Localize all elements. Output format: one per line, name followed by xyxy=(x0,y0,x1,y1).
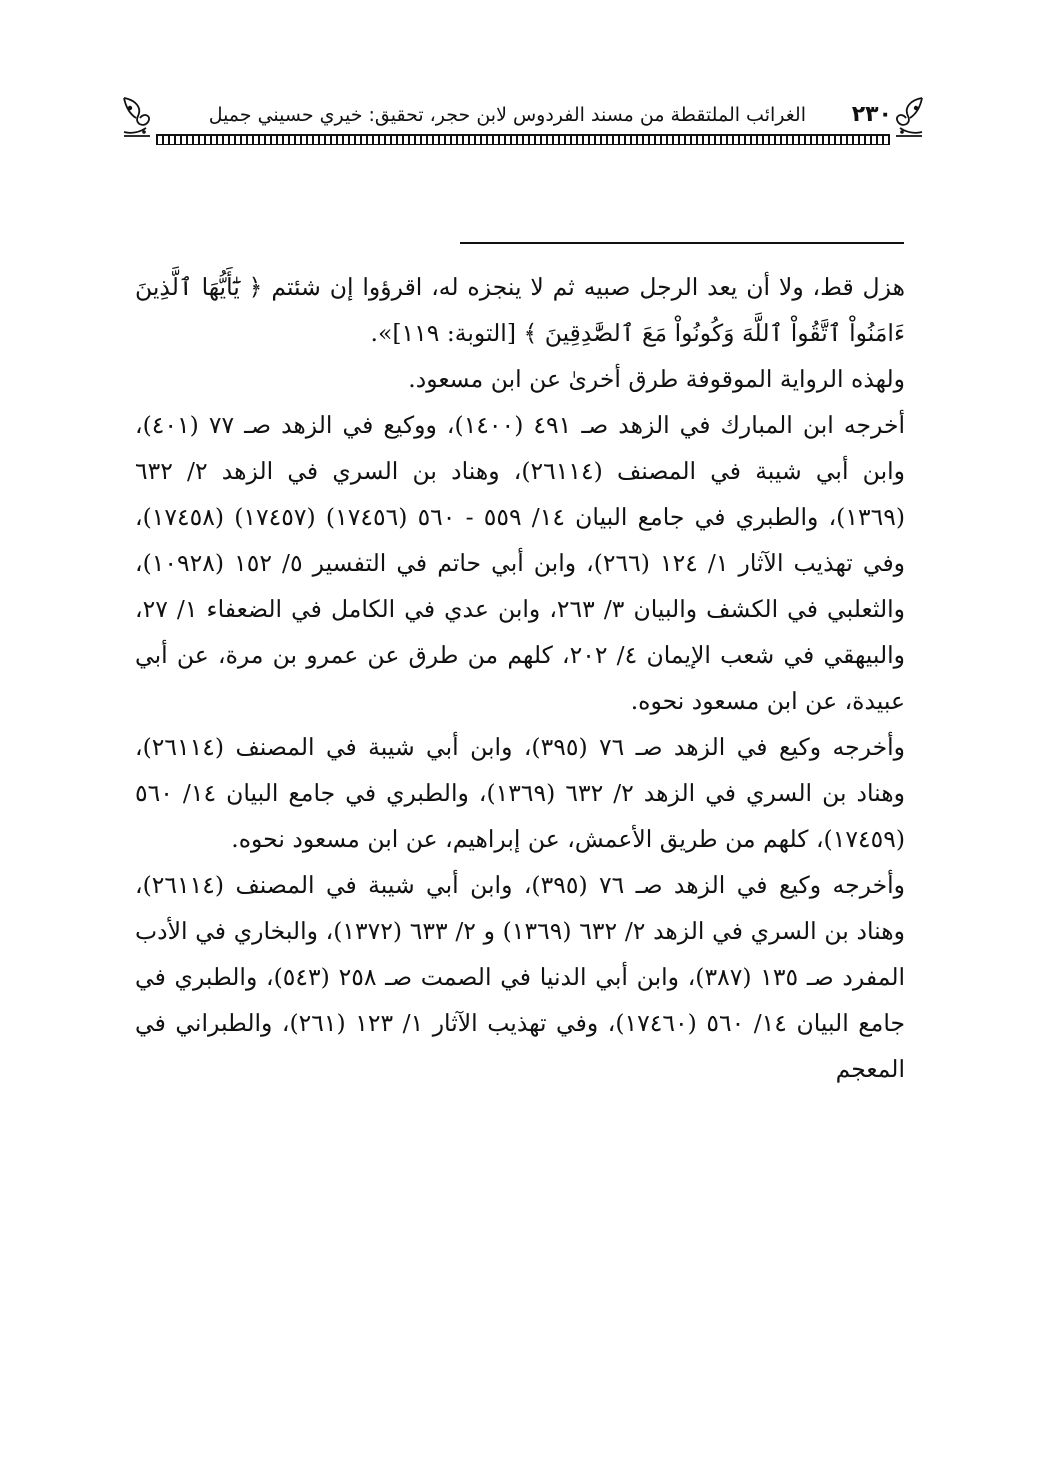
footnote-text xyxy=(135,264,905,1092)
footnote-separator xyxy=(460,242,904,244)
page-number: ٢٣٠ xyxy=(851,102,892,127)
header-decorative-rule xyxy=(156,134,890,145)
paragraph-takhrij-1: أخرجه ابن المبارك في الزهد صـ ٤٩١ (١٤٠٠)، ووكيع في الزهد صـ ٧٧ (٤٠١)، وابن أبي شيبة في المصنف (٢٦١١٤)، وهناد بن السري في الزهد ٢/ ٦٣٢ (١٣٦٩)، والطبري في جامع البيان ١٤/ ٥٥٩ - ٥٦٠ (١٧٤٥٦) (١٧٤٥٧) (١٧٤٥٨)، وفي تهذيب الآثار ١/ ١٢٤ (٢٦٦)، وابن أبي حاتم في التفسير ٥/ ١٥٢ (١٠٩٢٨)، والثعلبي في الكشف والبيان ٣/ ٢٦٣، وابن عدي في الكامل في الضعفاء ١/ ٢٧، والبيهقي في شعب الإيمان ٤/ ٢٠٢، كلهم من طرق عن عمرو بن مرة، عن أبي عبيدة، عن ابن مسعود نحوه. xyxy=(135,411,906,715)
paragraph-hadith-end: هزل قط، ولا أن يعد الرجل صبيه ثم لا ينجزه له، اقرؤوا إن شئتم ﴿ يَٰٓأَيُّهَا ٱلَّذِينَ ءَامَنُواْ ٱتَّقُواْ ٱللَّهَ وَكُونُواْ مَعَ ٱلصَّٰدِقِينَ ﴾ [التوبة: ١١٩]». xyxy=(135,273,905,347)
paragraph-takhrij-2: وأخرجه وكيع في الزهد صـ ٧٦ (٣٩٥)، وابن أبي شيبة في المصنف (٢٦١١٤)، وهناد بن السري في الزهد ٢/ ٦٣٢ (١٣٦٩)، والطبري في جامع البيان ١٤/ ٥٦٠ (١٧٤٥٩)، كلهم من طريق الأعمش، عن إبراهيم، عن ابن مسعود نحوه. xyxy=(135,733,906,853)
running-title: الغرائب الملتقطة من مسند الفردوس لابن حجر، تحقيق: خيري حسيني جميل xyxy=(208,104,806,126)
page-header xyxy=(120,92,926,152)
paragraph-other-routes: ولهذه الرواية الموقوفة طرق أخرىٰ عن ابن مسعود. xyxy=(408,365,905,393)
ornament-right-icon xyxy=(892,94,926,144)
paragraph-takhrij-3: وأخرجه وكيع في الزهد صـ ٧٦ (٣٩٥)، وابن أبي شيبة في المصنف (٢٦١١٤)، وهناد بن السري في الزهد ٢/ ٦٣٢ (١٣٦٩) و ٢/ ٦٣٣ (١٣٧٢)، والبخاري في الأدب المفرد صـ ١٣٥ (٣٨٧)، وابن أبي الدنيا في الصمت صـ ٢٥٨ (٥٤٣)، والطبري في جامع البيان ١٤/ ٥٦٠ (١٧٤٦٠)، وفي تهذيب الآثار ١/ ١٢٣ (٢٦١)، والطبراني في المعجم xyxy=(135,871,906,1083)
ornament-left-icon xyxy=(120,94,154,144)
